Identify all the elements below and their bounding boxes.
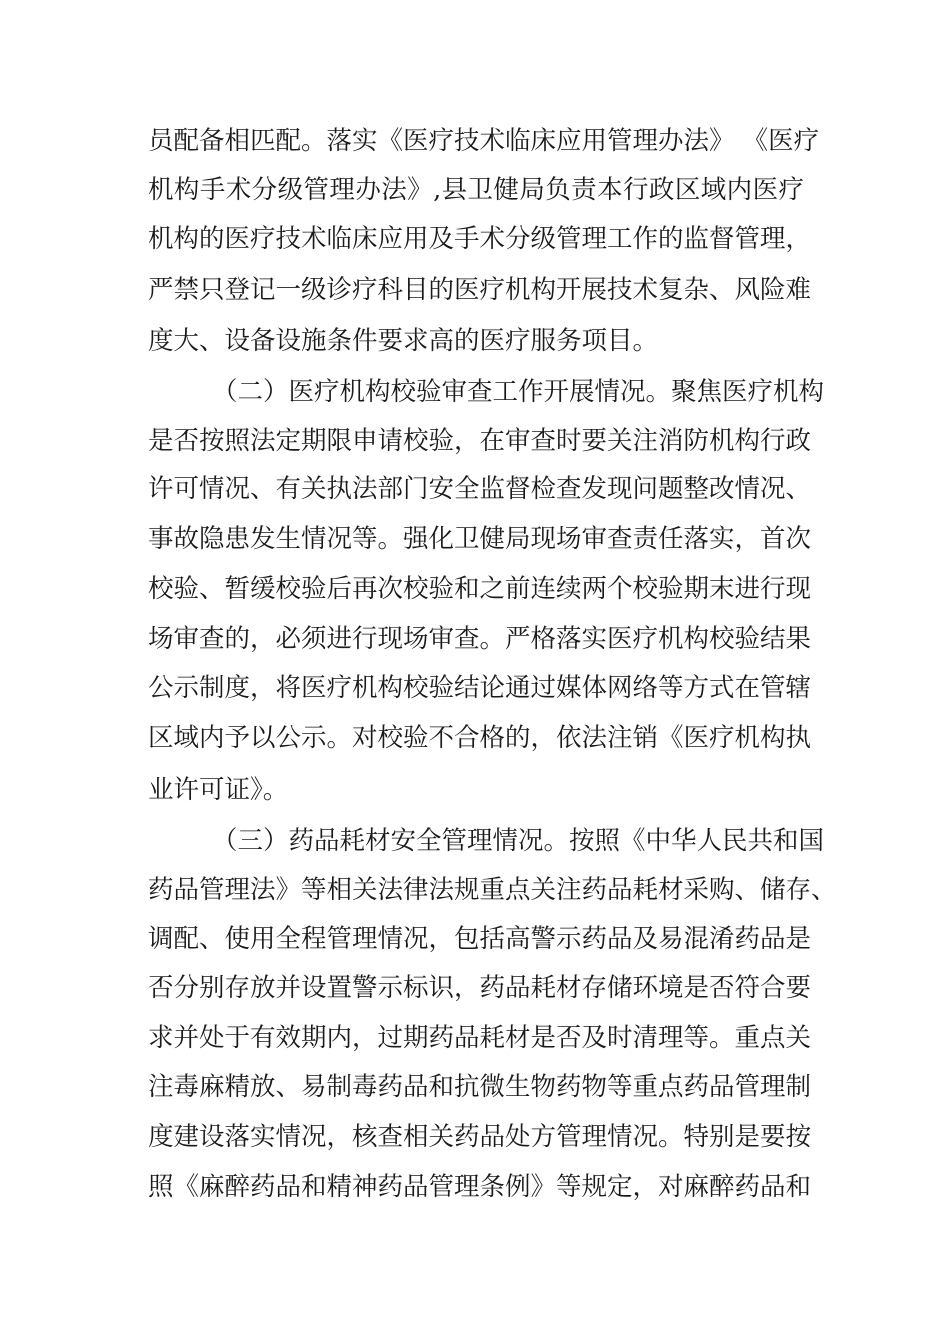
text-line: 照《麻醉药品和精神药品管理条例》等规定，对麻醉药品和 <box>148 1172 812 1202</box>
text-line: 公示制度，将医疗机构校验结论通过媒体网络等方式在管辖 <box>148 673 812 703</box>
text-line: 业许可证》。 <box>148 775 289 805</box>
text-line: 区域内予以公示。对校验不合格的，依法注销《医疗机构执 <box>148 723 812 753</box>
text-line: （二）医疗机构校验审查工作开展情况。聚焦医疗机构 <box>212 377 825 407</box>
text-line: 是否按照法定期限申请校验，在审查时要关注消防机构行政 <box>148 426 812 456</box>
text-line: 药品管理法》等相关法律法规重点关注药品耗材采购、储存、 <box>148 875 837 905</box>
text-line: 度建设落实情况，核查相关药品处方管理情况。特别是要按 <box>148 1122 812 1152</box>
text-line: 调配、使用全程管理情况，包括高警示药品及易混淆药品是 <box>148 924 812 954</box>
text-line: 求并处于有效期内，过期药品耗材是否及时清理等。重点关 <box>148 1023 812 1053</box>
text-line: 否分别存放并设置警示标识，药品耗材存储环境是否符合要 <box>148 973 812 1003</box>
text-line: 注毒麻精放、易制毒药品和抗微生物药物等重点药品管理制 <box>148 1072 812 1102</box>
text-line: 场审查的，必须进行现场审查。严格落实医疗机构校验结果 <box>148 624 812 654</box>
text-line: 员配备相匹配。落实《医疗技术临床应用管理办法》 《医疗 <box>148 126 820 156</box>
text-line: 严禁只登记一级诊疗科目的医疗机构开展技术复杂、风险难 <box>148 275 812 305</box>
text-line: 度大、设备设施条件要求高的医疗服务项目。 <box>148 326 659 356</box>
text-line: 机构手术分级管理办法》,县卫健局负责本行政区域内医疗 <box>148 175 804 205</box>
text-line: 校验、暂缓校验后再次校验和之前连续两个校验期末进行现 <box>148 574 812 604</box>
text-line: 机构的医疗技术临床应用及手术分级管理工作的监督管理， <box>148 224 812 254</box>
text-line: 许可情况、有关执法部门安全监督检查发现问题整改情况、 <box>148 474 812 504</box>
text-line: 事故隐患发生情况等。强化卫健局现场审查责任落实，首次 <box>148 524 812 554</box>
text-line: （三）药品耗材安全管理情况。按照《中华人民共和国 <box>212 826 825 856</box>
